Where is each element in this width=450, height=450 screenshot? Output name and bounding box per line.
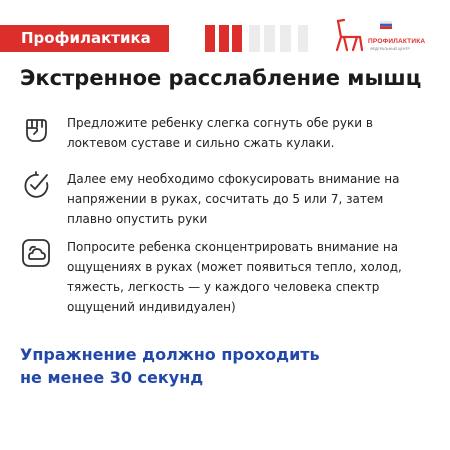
section-tag: Профилактика (0, 25, 169, 52)
decorative-stripe (264, 25, 275, 52)
step-text: Попросите ребенка сконцентрировать внимание на ощущениях в руках (может появиться тепло, холод, тяжесть, легкость — у каждого человека спектр ощущений индивидуален) (67, 240, 402, 314)
footer-note (20, 343, 440, 389)
stopwatch-icon (20, 169, 52, 201)
logo-subtitle: ФЕДЕРАЛЬНЫЙ ЦЕНТР (370, 47, 410, 51)
page-title: Экстренное расслабление мышц (20, 66, 422, 90)
decorative-stripe (298, 25, 308, 52)
decorative-stripe (280, 25, 291, 52)
logo-name: ПРОФИЛАКТИКА (368, 38, 426, 45)
step-item (20, 169, 430, 231)
footer-line: не менее 30 секунд (20, 368, 204, 387)
logo (332, 17, 442, 55)
weather-icon (20, 237, 52, 269)
step-item (20, 237, 430, 319)
step-text: Далее ему необходимо сфокусировать внимание на напряжении в руках, сосчитать до 5 или 7, затем плавно опустить руки (67, 172, 400, 226)
decorative-stripe (232, 25, 242, 52)
decorative-stripe (249, 25, 260, 52)
decorative-stripe (205, 25, 215, 52)
step-text: Предложите ребенку слегка согнуть обе руки в локтевом суставе и сильно сжать кулаки. (67, 116, 373, 150)
flag-icon (380, 21, 392, 29)
chair-icon (332, 17, 366, 53)
decorative-stripe (219, 25, 229, 52)
fist-icon (20, 113, 52, 145)
step-item (20, 113, 430, 163)
footer-line: Упражнение должно проходить (20, 345, 320, 364)
